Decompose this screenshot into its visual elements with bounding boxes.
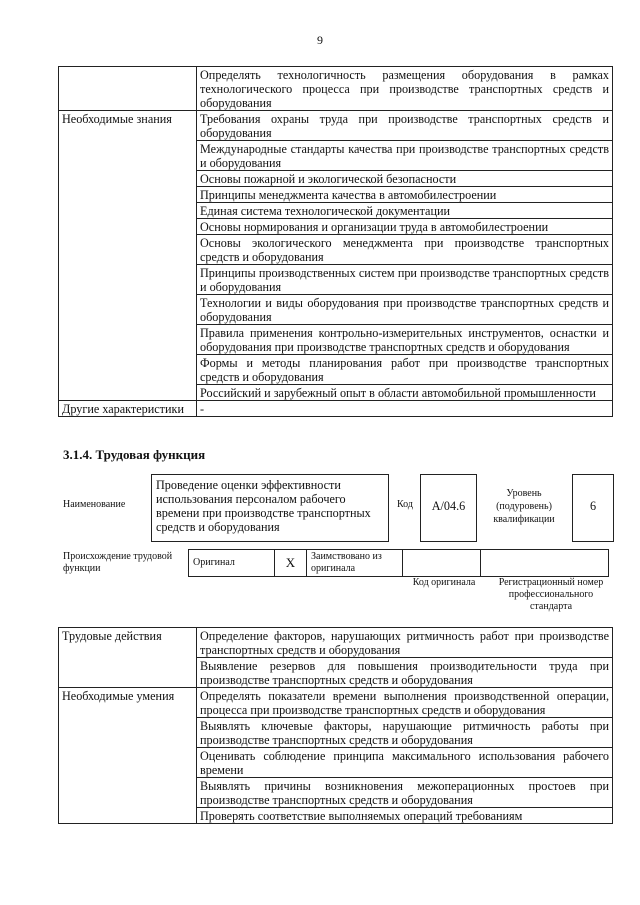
table-row — [59, 67, 613, 111]
row-item: Выявление резервов для повышения производительности труда при производстве транспортных средств и оборудования — [197, 658, 613, 688]
table-row — [59, 111, 613, 141]
row-item: Правила применения контрольно-измерительных инструментов, оснастки и оборудования при производстве транспортных средств и оборудования — [197, 325, 613, 355]
level-label: Уровень (подуровень) квалификации — [493, 488, 555, 525]
code-box: A/04.6 — [420, 474, 477, 542]
original-code-caption: Код оригинала — [412, 577, 476, 588]
origin-code-cell — [403, 550, 481, 577]
registration-number-caption: Регистрационный номер профессионального стандарта — [498, 577, 604, 612]
table-row — [59, 401, 613, 417]
function-name-box: Проведение оценки эффективности использования персоналом рабочего времени при производстве транспортных средств и оборудования — [151, 474, 389, 542]
table-row — [59, 688, 613, 718]
row-item: Определять показатели времени выполнения производственной операции, процесса при производстве транспортных средств и оборудования — [197, 688, 613, 718]
row-item: Принципы менеджмента качества в автомобилестроении — [197, 187, 613, 203]
level-box: 6 — [572, 474, 614, 542]
row-item: Технологии и виды оборудования при производстве транспортных средств и оборудования — [197, 295, 613, 325]
row-label — [59, 67, 197, 111]
origin-table — [188, 549, 609, 577]
bottom-requirements-table — [58, 627, 613, 824]
code-label: Код — [397, 499, 413, 510]
table-row — [59, 628, 613, 658]
row-label: Другие характеристики — [59, 401, 197, 417]
row-item: Выявлять причины возникновения межоперационных простоев при производстве транспортных средств и оборудования — [197, 778, 613, 808]
origin-reg-cell — [481, 550, 609, 577]
row-item: - — [197, 401, 613, 417]
row-item: Требования охраны труда при производстве транспортных средств и оборудования — [197, 111, 613, 141]
page-number: 9 — [317, 33, 323, 47]
origin-original-cell: Оригинал — [189, 550, 275, 577]
row-item: Проверять соответствие выполняемых операций требованиям — [197, 808, 613, 824]
row-item: Оценивать соблюдение принципа максимального использования рабочего времени — [197, 748, 613, 778]
row-label: Необходимые умения — [59, 688, 197, 824]
origin-borrowed-cell: Заимствовано из оригинала — [307, 550, 403, 577]
row-item: Определение факторов, нарушающих ритмичность работ при производстве транспортных средств и оборудования — [197, 628, 613, 658]
top-requirements-table — [58, 66, 613, 417]
row-item: Формы и методы планирования работ при производстве транспортных средств и оборудования — [197, 355, 613, 385]
row-label: Трудовые действия — [59, 628, 197, 688]
row-item: Определять технологичность размещения оборудования в рамках технологического процесса при производстве транспортных средств и оборудования — [197, 67, 613, 111]
row-item: Международные стандарты качества при производстве транспортных средств и оборудования — [197, 141, 613, 171]
origin-label: Происхождение трудовой функции — [63, 551, 173, 574]
row-item: Выявлять ключевые факторы, нарушающие ритмичность работы при производстве транспортных средств и оборудования — [197, 718, 613, 748]
name-label: Наименование — [63, 499, 126, 510]
row-item: Российский и зарубежный опыт в области автомобильной промышленности — [197, 385, 613, 401]
origin-mark-cell: X — [275, 550, 307, 577]
row-label: Необходимые знания — [59, 111, 197, 401]
row-item: Принципы производственных систем при производстве транспортных средств и оборудования — [197, 265, 613, 295]
row-item: Единая система технологической документации — [197, 203, 613, 219]
row-item: Основы нормирования и организации труда в автомобилестроении — [197, 219, 613, 235]
section-heading: 3.1.4. Трудовая функция — [63, 447, 206, 462]
row-item: Основы экологического менеджмента при производстве транспортных средств и оборудования — [197, 235, 613, 265]
row-item: Основы пожарной и экологической безопасности — [197, 171, 613, 187]
